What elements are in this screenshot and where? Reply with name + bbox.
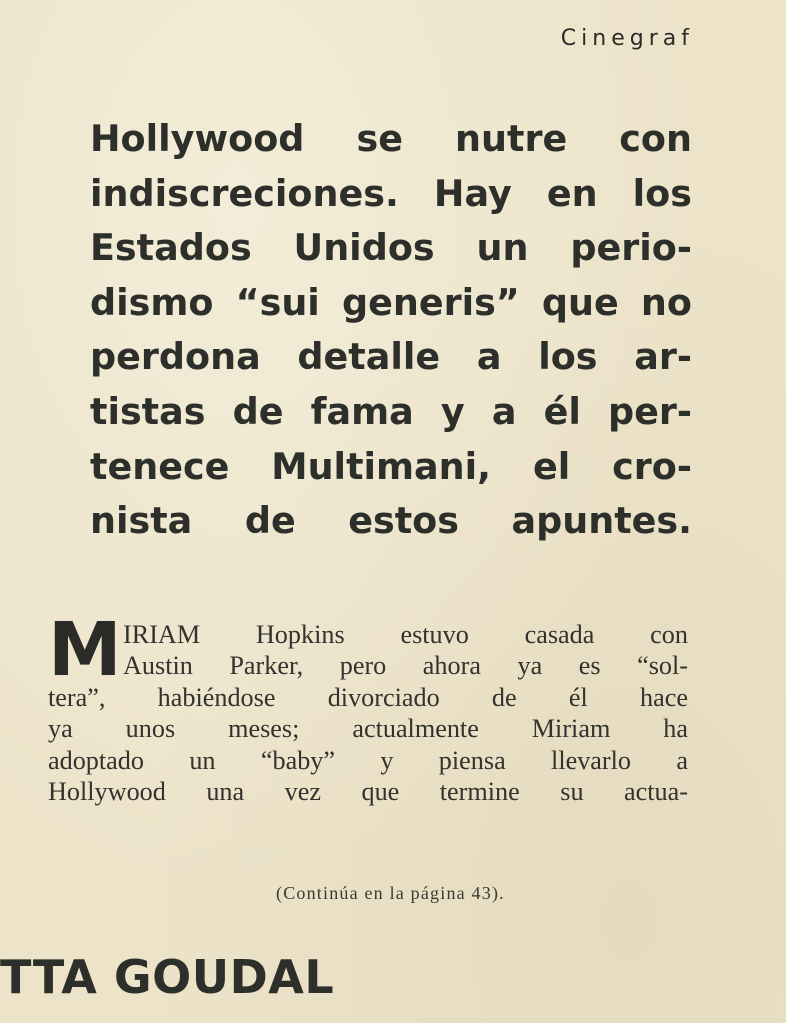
headline-line: dismo “sui generis” que no [90,280,692,324]
magazine-name: Cinegraf [560,26,694,51]
next-article-title: TTA GOUDAL [0,950,335,1004]
headline-line: perdona detalle a los ar- [90,335,692,379]
article-line: IRIAM Hopkins estuvo casada con [123,620,688,649]
headline-line: nista de estos apuntes. [90,499,692,543]
article-line: ya unos meses; actualmente Miriam ha [48,714,688,744]
article-body [48,607,688,807]
headline-line: tistas de fama y a él per- [90,389,692,433]
headline-line: Hollywood se nutre con [90,117,692,160]
headline-line: Estados Unidos un perio- [90,226,692,270]
article-line: Austin Parker, pero ahora ya es “sol- [123,651,688,681]
article-line: adoptado un “baby” y piensa llevarlo a [48,745,688,775]
headline-line: indiscreciones. Hay en los [90,171,692,215]
drop-cap: M [48,607,122,693]
headline-line: tenece Multimani, el cro- [90,444,692,488]
article-line: Hollywood una vez que termine su actua- [48,776,688,806]
article-line: tera”, habiéndose divorciado de él hace [48,682,688,712]
headline [90,112,692,549]
continuation-note: (Continúa en la página 43). [276,883,505,903]
